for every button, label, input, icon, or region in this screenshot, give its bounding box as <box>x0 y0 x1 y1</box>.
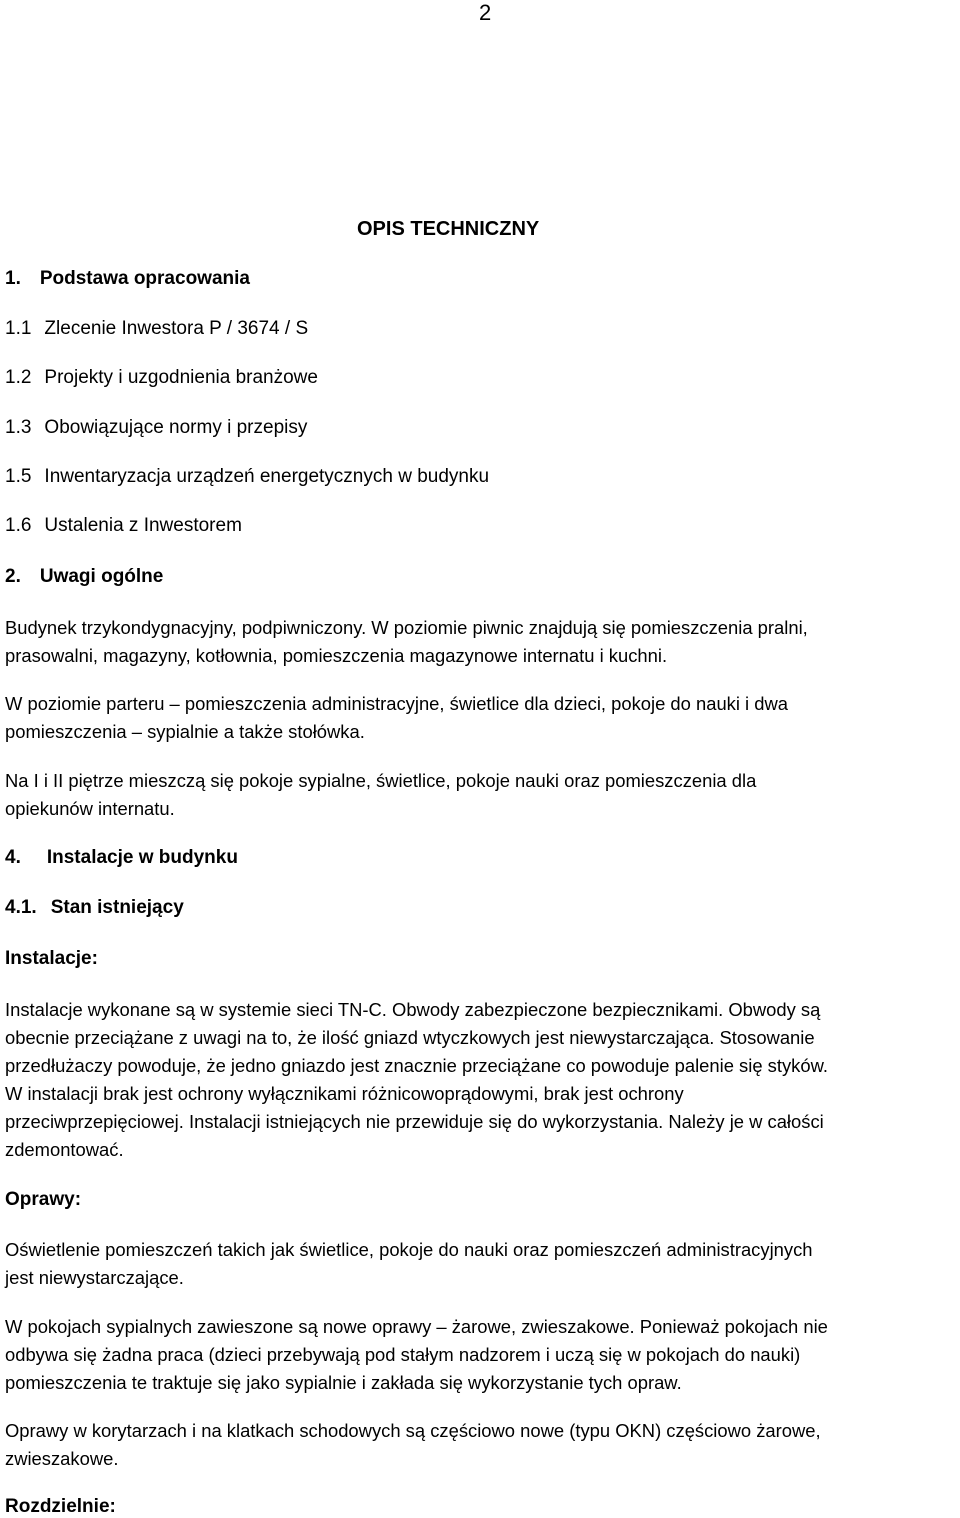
paragraph-line: przedłużaczy powoduje, że jedno gniazdo jest znacznie przeciążane co powoduje palenie się styków. <box>5 1055 828 1076</box>
paragraph-line: pomieszczenia – sypialnie a także stołówka. <box>5 721 365 742</box>
item-text: Zlecenie Inwestora P / 3674 / S <box>44 318 309 339</box>
paragraph-line: odbywa się żadna praca (dzieci przebywają pod stałym nadzorem i uczą się w pokojach do nauki) <box>5 1344 801 1365</box>
paragraph-line: jest niewystarczające. <box>5 1267 184 1288</box>
subsection-number: 4.1. <box>5 897 37 918</box>
paragraph-line: przeciwprzepięciowej. Instalacji istniejących nie przewiduje się do wykorzystania. Należy je w całości <box>5 1111 824 1132</box>
subsection-title: Stan istniejący <box>50 897 184 918</box>
paragraph-line: W pokojach sypialnych zawieszone są nowe oprawy – żarowe, zwieszakowe. Ponieważ pokojach nie <box>5 1316 828 1337</box>
item-number: 1.5 <box>5 466 32 487</box>
paragraph <box>5 1313 957 1397</box>
section-number: 1. <box>5 268 21 289</box>
section-title: Instalacje w budynku <box>46 847 238 868</box>
rozdzielnie-label: Rozdzielnie: <box>5 1496 116 1517</box>
list-item <box>5 367 318 389</box>
paragraph-line: obecnie przeciążane z uwagi na to, że ilość gniazd wtyczkowych jest niewystarczająca. Stosowanie <box>5 1027 815 1048</box>
item-text: Obowiązujące normy i przepisy <box>44 417 308 438</box>
paragraph <box>5 1236 957 1292</box>
paragraph-line: opiekunów internatu. <box>5 798 175 819</box>
section-title: Uwagi ogólne <box>39 566 164 587</box>
paragraph-line: Budynek trzykondygnacyjny, podpiwniczony. W poziomie piwnic znajdują się pomieszczenia pralni, <box>5 617 808 638</box>
item-number: 1.6 <box>5 515 32 536</box>
instalacje-label: Instalacje: <box>5 948 98 969</box>
paragraph-line: W poziomie parteru – pomieszczenia administracyjne, świetlice dla dzieci, pokoje do nauki i dwa <box>5 693 788 714</box>
subsection-4-1-heading <box>5 897 184 919</box>
paragraph <box>5 996 957 1164</box>
section-title: Podstawa opracowania <box>39 268 250 289</box>
list-item <box>5 466 489 488</box>
section-2-heading <box>5 566 163 588</box>
paragraph-line: Instalacje wykonane są w systemie sieci TN-C. Obwody zabezpieczone bezpiecznikami. Obwody są <box>5 999 821 1020</box>
paragraph <box>5 690 957 746</box>
item-number: 1.3 <box>5 417 32 438</box>
section-4-heading <box>5 847 238 869</box>
paragraph-line: Na I i II piętrze mieszczą się pokoje sypialne, świetlice, pokoje nauki oraz pomieszczenia dla <box>5 770 757 791</box>
list-item <box>5 318 308 340</box>
item-text: Ustalenia z Inwestorem <box>44 515 242 536</box>
paragraph-line: zdemontować. <box>5 1139 124 1160</box>
paragraph-line: Oświetlenie pomieszczeń takich jak świetlice, pokoje do nauki oraz pomieszczeń administracyjnych <box>5 1239 813 1260</box>
paragraph <box>5 767 957 823</box>
section-1-heading <box>5 268 250 290</box>
list-item <box>5 417 307 439</box>
section-number: 2. <box>5 566 21 587</box>
paragraph-line: zwieszakowe. <box>5 1448 119 1469</box>
list-item <box>5 515 242 537</box>
paragraph-line: W instalacji brak jest ochrony wyłącznikami różnicowoprądowymi, brak jest ochrony <box>5 1083 684 1104</box>
oprawy-label: Oprawy: <box>5 1189 82 1210</box>
paragraph-line: prasowalni, magazyny, kotłownia, pomieszczenia magazynowe internatu i kuchni. <box>5 645 668 666</box>
paragraph <box>5 1417 957 1473</box>
paragraph <box>5 614 957 670</box>
item-text: Projekty i uzgodnienia branżowe <box>44 367 318 388</box>
section-number: 4. <box>5 847 21 868</box>
paragraph-line: pomieszczenia te traktuje się jako sypialnie i zakłada się wykorzystanie tych opraw. <box>5 1372 682 1393</box>
paragraph-line: Oprawy w korytarzach i na klatkach schodowych są częściowo nowe (typu OKN) częściowo żarowe, <box>5 1420 821 1441</box>
item-text: Inwentaryzacja urządzeń energetycznych w budynku <box>44 466 490 487</box>
item-number: 1.1 <box>5 318 32 339</box>
document-title: OPIS TECHNICZNY <box>357 218 540 240</box>
page-number: 2 <box>479 0 492 25</box>
item-number: 1.2 <box>5 367 32 388</box>
